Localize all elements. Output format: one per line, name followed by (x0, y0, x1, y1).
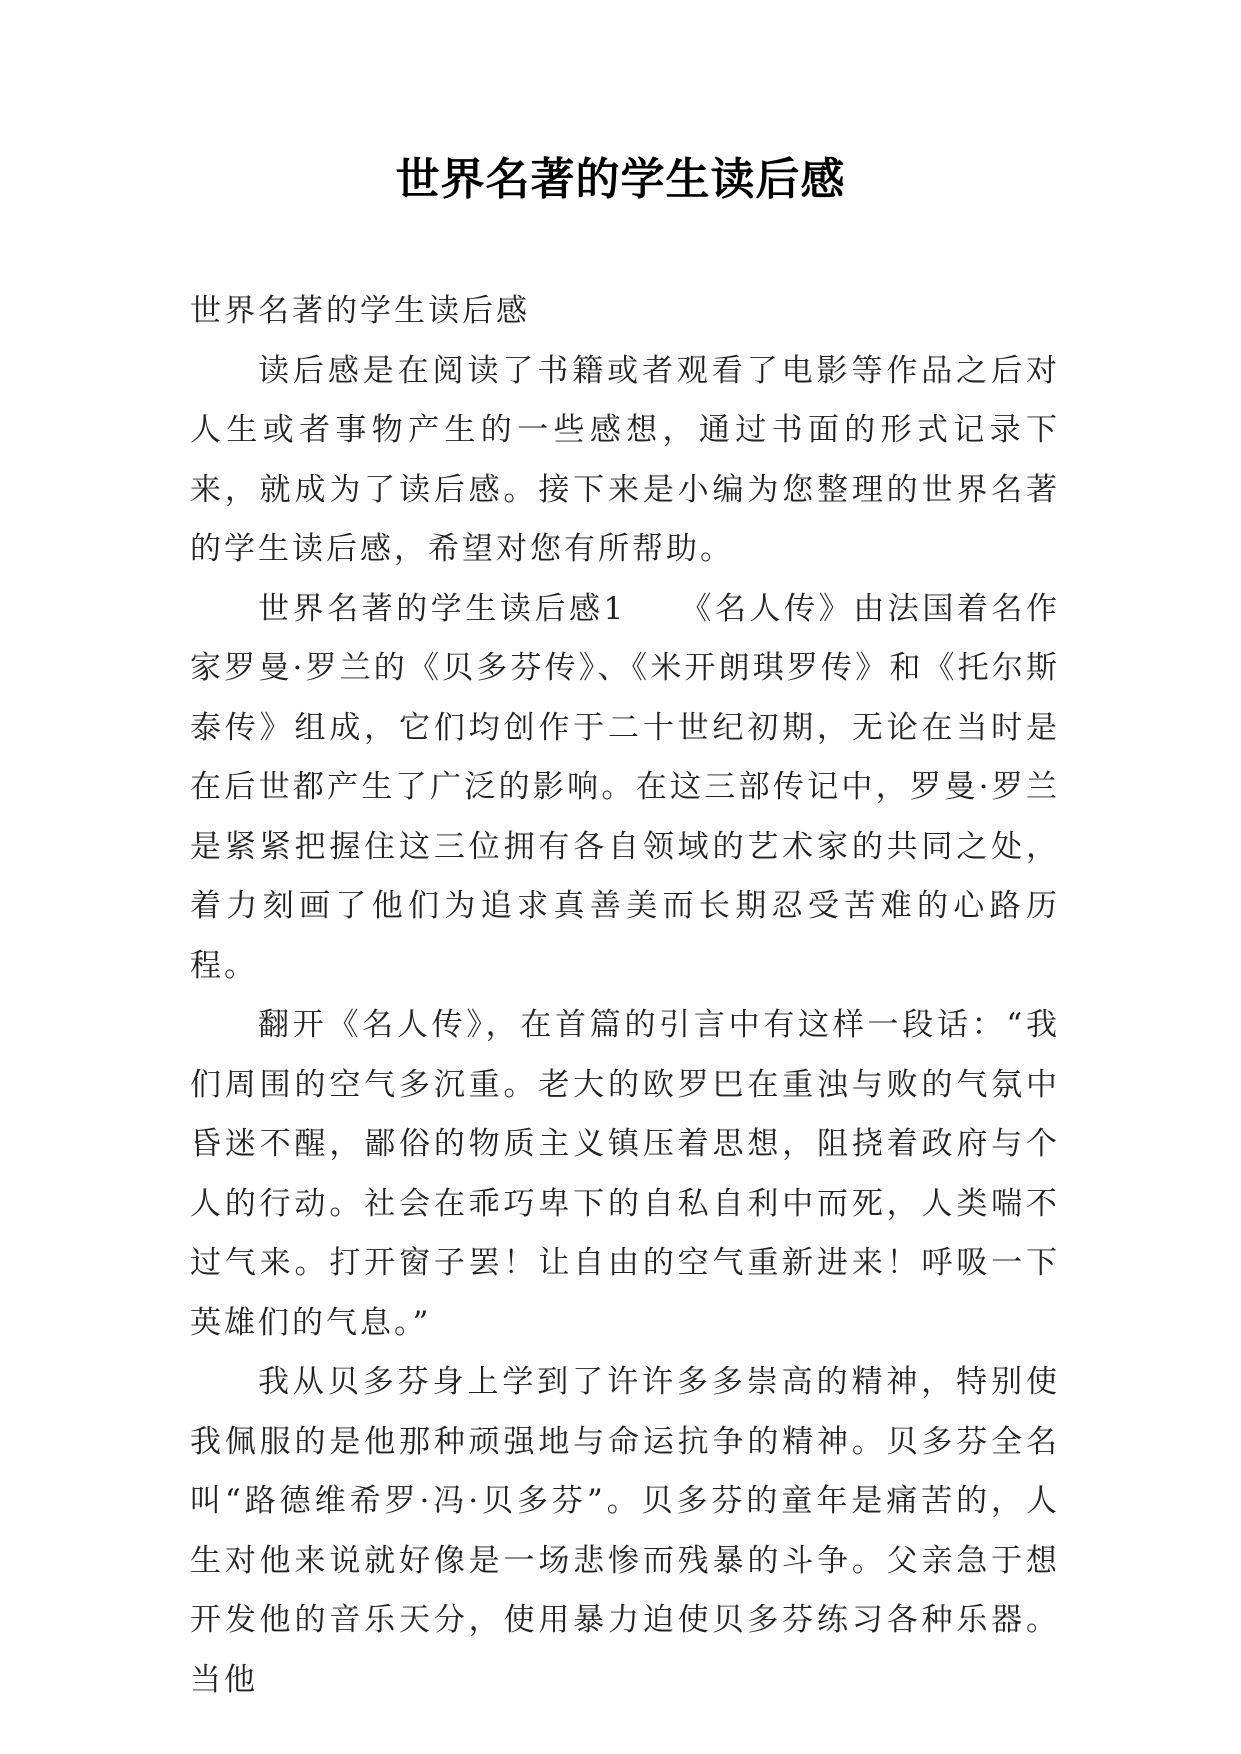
paragraph: 我从贝多芬身上学到了许许多多崇高的精神，特别使我佩服的是他那种顽强地与命运抗争的精神。贝多芬全名叫“路德维希罗·冯·贝多芬”。贝多芬的童年是痛苦的，人生对他来说就好像是一场悲惨而残暴的斗争。父亲急于想开发他的音乐天分，使用暴力迫使贝多芬练习各种乐器。当他 (190, 1364, 1060, 1698)
document-subtitle: 世界名著的学生读后感 (190, 293, 530, 329)
paragraph: 读后感是在阅读了书籍或者观看了电影等作品之后对人生或者事物产生的一些感想，通过书面的形式记录下来，就成为了读后感。接下来是小编为您整理的世界名著的学生读后感，希望对您有所帮助。 (190, 352, 1060, 567)
paragraph: 世界名著的学生读后感1 《名人传》由法国着名作家罗曼·罗兰的《贝多芬传》、《米开朗琪罗传》和《托尔斯泰传》组成，它们均创作于二十世纪初期，无论在当时是在后世都产生了广泛的影响。在这三部传记中，罗曼·罗兰是紧紧把握住这三位拥有各自领域的艺术家的共同之处，着力刻画了他们为追求真善美而长期忍受苦难的心路历程。 (190, 590, 1060, 984)
document-title: 世界名著的学生读后感 (395, 154, 846, 205)
document-body (190, 282, 1060, 1710)
paragraph: 翻开《名人传》，在首篇的引言中有这样一段话：“我们周围的空气多沉重。老大的欧罗巴在重浊与败的气氛中昏迷不醒，鄙俗的物质主义镇压着思想，阻挠着政府与个人的行动。社会在乖巧卑下的自私自利中而死，人类喘不过气来。打开窗子罢！让自由的空气重新进来！呼吸一下英雄们的气息。” (190, 1007, 1060, 1341)
